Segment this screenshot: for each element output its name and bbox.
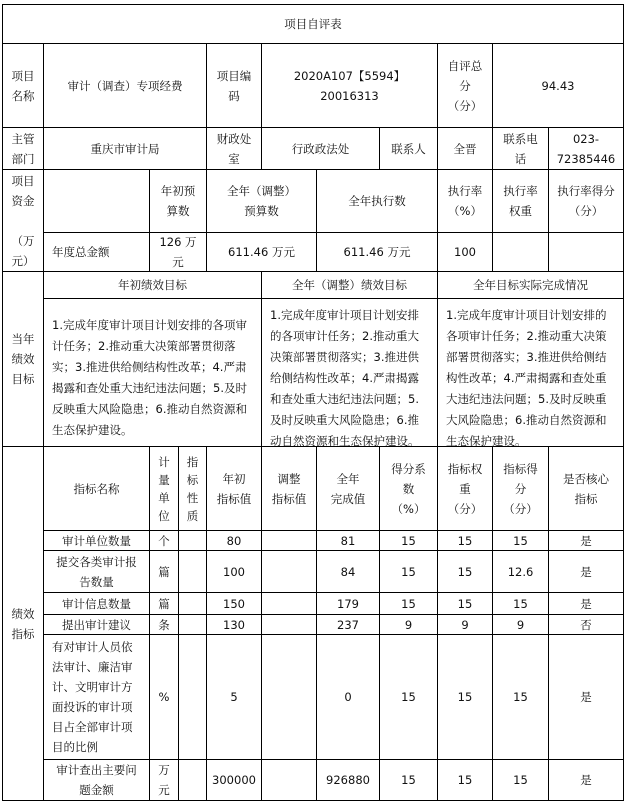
goals-actual-text: 1.完成年度审计项目计划安排的各项审计任务；2.推动重大决策部署贯彻落实；3.推进供给侧结构性改革；4.严肃揭露和查处重大违纪违法问题；5.及时反映重大风险隐患；6.推动自然资源和生态保护建设。 <box>437 298 624 447</box>
table-row-unit: 篇 <box>149 592 179 615</box>
indicator-coef-header: 得分系 数 （%） <box>379 446 438 531</box>
table-row-coef: 15 <box>379 634 438 760</box>
goals-adjusted-text: 1.完成年度审计项目计划安排的各项审计任务；2.推动重大决策部署贯彻落实；3.推进供给侧结构性改革；4.严肃揭露和查处重大违纪违法问题；5.及时反映重大风险隐患；6.推动自然资源和生态保护建设。 <box>261 298 438 447</box>
table-row-core: 是 <box>548 759 624 801</box>
table-row-unit: 篇 <box>149 550 179 593</box>
table-row-nature <box>178 634 207 760</box>
table-row-adjusted <box>261 634 317 760</box>
table-row-unit: 条 <box>149 614 179 635</box>
funds-blank-header <box>43 169 150 233</box>
funds-executed-header: 全年执行数 <box>316 169 438 233</box>
table-row-initial: 300000 <box>206 759 262 801</box>
indicator-core-header: 是否核心 指标 <box>548 446 624 531</box>
table-row-score: 15 <box>492 592 549 615</box>
funds-score-value <box>548 232 624 272</box>
table-row-coef: 15 <box>379 759 438 801</box>
finance-office-value: 行政政法处 <box>261 127 380 170</box>
table-row-nature <box>178 614 207 635</box>
funds-label: 项目 资金 （万 元） <box>2 169 44 272</box>
indicator-nature-header: 指 标 性 质 <box>178 446 207 531</box>
table-row-name: 审计信息数量 <box>43 592 150 615</box>
table-row-name: 提交各类审计报 告数量 <box>43 550 150 593</box>
table-row-core: 是 <box>548 592 624 615</box>
project-name-label: 项目 名称 <box>2 43 44 128</box>
indicator-score-header: 指标得 分 （分） <box>492 446 549 531</box>
phone-value: 023- 72385446 <box>548 127 624 170</box>
phone-label: 联系电 话 <box>492 127 549 170</box>
table-row-weight: 9 <box>437 614 493 635</box>
table-row-nature <box>178 592 207 615</box>
dept-label: 主管 部门 <box>2 127 44 170</box>
table-row-name: 有对审计人员依 法审计、廉洁审 计、文明审计方 面投诉的审计项 目占全部审计项 目的比例 <box>43 634 150 760</box>
total-score-label: 自评总 分 （分） <box>437 43 493 128</box>
indicators-label: 绩效 指标 <box>2 446 44 801</box>
table-row-actual: 0 <box>316 634 380 760</box>
table-row-actual: 237 <box>316 614 380 635</box>
table-row-score: 9 <box>492 614 549 635</box>
table-row-adjusted <box>261 759 317 801</box>
goals-initial-text: 1.完成年度审计项目计划安排的各项审计任务；2.推动重大决策部署贯彻落实；3.推进供给侧结构性改革；4.严肃揭露和查处重大违纪违法问题；5.及时反映重大风险隐患；6.推动自然资源和生态保护建设。 <box>43 298 262 447</box>
table-row-actual: 926880 <box>316 759 380 801</box>
table-row-unit: % <box>149 634 179 760</box>
table-row-core: 是 <box>548 550 624 593</box>
total-score-value: 94.43 <box>492 43 624 128</box>
funds-adjusted-header: 全年（调整） 预算数 <box>206 169 317 233</box>
indicator-name-header: 指标名称 <box>43 446 150 531</box>
table-row-adjusted <box>261 592 317 615</box>
table-row-core: 否 <box>548 614 624 635</box>
project-name-value: 审计（调查）专项经费 <box>43 43 207 128</box>
table-row-actual: 84 <box>316 550 380 593</box>
table-row-weight: 15 <box>437 592 493 615</box>
funds-executed-value: 611.46 万元 <box>316 232 438 272</box>
table-row-coef: 9 <box>379 614 438 635</box>
table-row-name: 审计单位数量 <box>43 530 150 551</box>
table-row-score: 15 <box>492 759 549 801</box>
table-row-coef: 15 <box>379 592 438 615</box>
funds-rate-header: 执行率 （%） <box>437 169 493 233</box>
table-row-weight: 15 <box>437 550 493 593</box>
table-row-core: 是 <box>548 634 624 760</box>
table-row-coef: 15 <box>379 550 438 593</box>
indicator-unit-header: 计 量 单 位 <box>149 446 179 531</box>
finance-office-label: 财政处 室 <box>206 127 262 170</box>
goals-adjusted-header: 全年（调整）绩效目标 <box>261 271 438 299</box>
funds-initial-header: 年初预 算数 <box>149 169 207 233</box>
goals-label: 当年 绩效 目标 <box>2 271 44 447</box>
indicator-adjusted-header: 调整 指标值 <box>261 446 317 531</box>
table-title: 项目自评表 <box>2 4 624 44</box>
table-row-weight: 15 <box>437 634 493 760</box>
funds-weight-header: 执行率 权重 <box>492 169 549 233</box>
indicator-weight-header: 指标权 重 （分） <box>437 446 493 531</box>
table-row-initial: 80 <box>206 530 262 551</box>
table-row-actual: 81 <box>316 530 380 551</box>
goals-initial-header: 年初绩效目标 <box>43 271 262 299</box>
table-row-nature <box>178 759 207 801</box>
table-row-adjusted <box>261 614 317 635</box>
indicator-initial-header: 年初 指标值 <box>206 446 262 531</box>
table-row-nature <box>178 550 207 593</box>
table-row-initial: 150 <box>206 592 262 615</box>
table-row-score: 12.6 <box>492 550 549 593</box>
table-row-actual: 179 <box>316 592 380 615</box>
contact-value: 全晋 <box>437 127 493 170</box>
indicator-actual-header: 全年 完成值 <box>316 446 380 531</box>
table-row-initial: 5 <box>206 634 262 760</box>
dept-value: 重庆市审计局 <box>43 127 207 170</box>
table-row-nature <box>178 530 207 551</box>
table-row-score: 15 <box>492 530 549 551</box>
contact-label: 联系人 <box>379 127 438 170</box>
table-row-initial: 100 <box>206 550 262 593</box>
funds-adjusted-value: 611.46 万元 <box>206 232 317 272</box>
table-row-core: 是 <box>548 530 624 551</box>
table-row-coef: 15 <box>379 530 438 551</box>
table-row-weight: 15 <box>437 530 493 551</box>
table-row-adjusted <box>261 530 317 551</box>
table-row-name: 审计查出主要问 题金额 <box>43 759 150 801</box>
table-row-unit: 万 元 <box>149 759 179 801</box>
table-row-unit: 个 <box>149 530 179 551</box>
funds-row-label: 年度总金额 <box>43 232 150 272</box>
table-row-weight: 15 <box>437 759 493 801</box>
project-code-label: 项目编 码 <box>206 43 262 128</box>
table-row-name: 提出审计建议 <box>43 614 150 635</box>
funds-initial-value: 126 万 元 <box>149 232 207 272</box>
goals-actual-header: 全年目标实际完成情况 <box>437 271 624 299</box>
table-row-initial: 130 <box>206 614 262 635</box>
funds-weight-value <box>492 232 549 272</box>
funds-score-header: 执行率得分 （分） <box>548 169 624 233</box>
funds-rate-value: 100 <box>437 232 493 272</box>
project-code-value: 2020A107【5594】 20016313 <box>261 43 438 128</box>
table-row-adjusted <box>261 550 317 593</box>
table-row-score: 15 <box>492 634 549 760</box>
